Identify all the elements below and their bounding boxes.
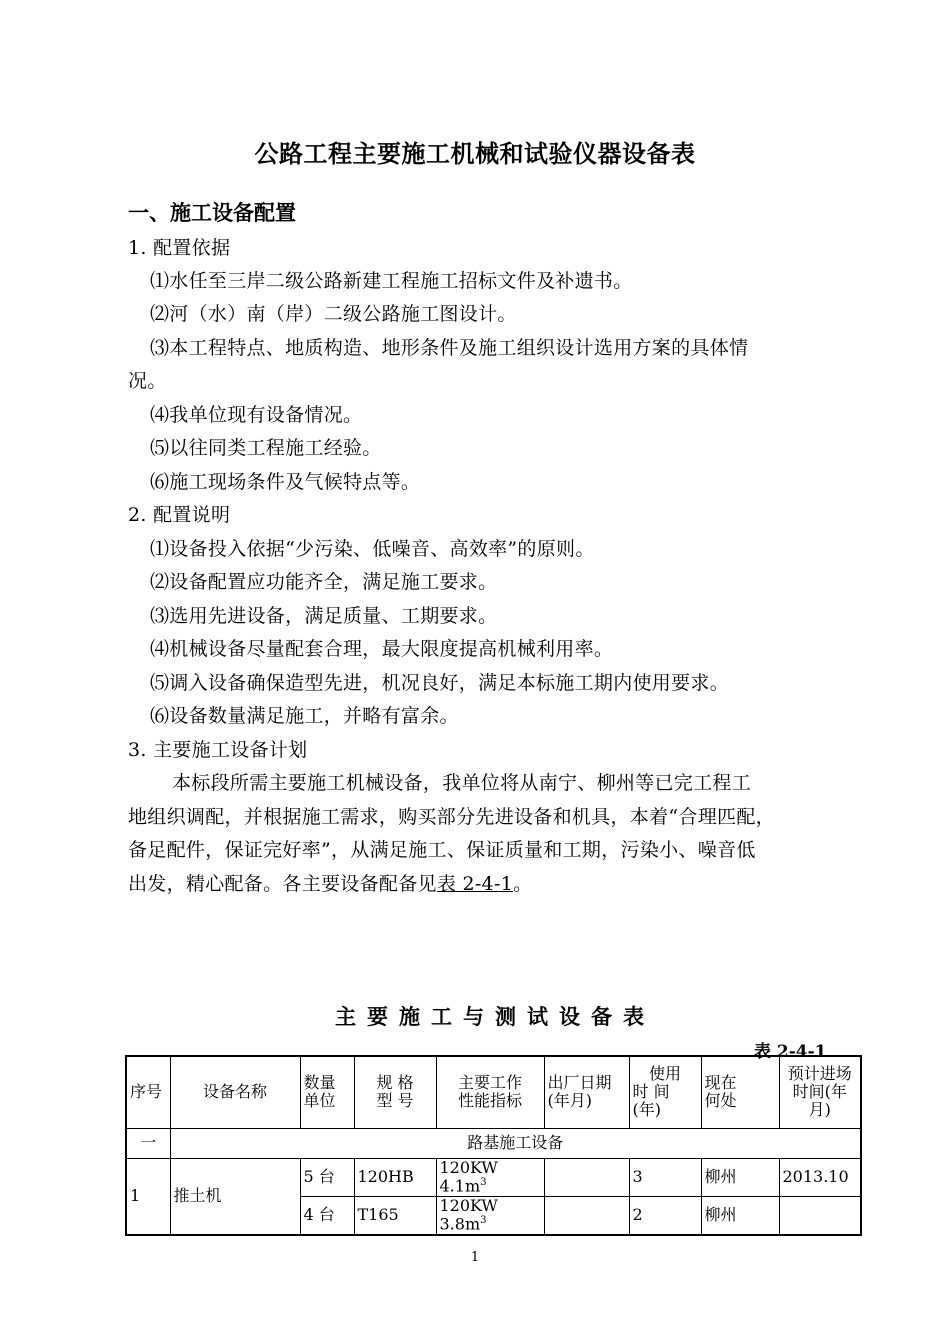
header-location: 现在 何处 [701,1056,779,1128]
group-label: 路基施工设备 [170,1128,861,1158]
page-title: 公路工程主要施工机械和试验仪器设备表 [254,140,696,168]
header-date: 出厂日期 (年月) [544,1056,629,1128]
para-line-last [128,869,532,896]
para-line: ⑵河（水）南（岸）二级公路施工图设计。 [150,303,517,325]
para-line: ⑹施工现场条件及气候特点等。 [150,471,421,493]
group-no: 一 [126,1128,170,1158]
header-spec: 规 格 型 号 [354,1056,436,1128]
para-line: 2. 配置说明 [128,504,231,526]
cell-qty: 4 台 [300,1196,354,1235]
cell-use: 3 [629,1158,701,1196]
cell-plan: 2013.10 [779,1158,861,1196]
equipment-table [125,1055,862,1236]
page-number: 1 [470,1250,480,1265]
para-line: ⑹设备数量满足施工，并略有富余。 [150,705,459,727]
cell-use: 2 [629,1196,701,1235]
para-line: 备足配件，保证完好率”，从满足施工、保证质量和工期，污染小、噪音低 [128,839,756,861]
header-name: 设备名称 [170,1056,300,1128]
header-plan: 预计进场 时间(年月) [779,1056,861,1128]
para-line: ⑶本工程特点、地质构造、地形条件及施工组织设计选用方案的具体情 [150,337,749,359]
para-line: 本标段所需主要施工机械设备，我单位将从南宁、柳州等已完工程工 [172,772,752,794]
header-use: 使用 时 间 (年) [629,1056,701,1128]
item-name: 推土机 [170,1158,300,1235]
cell-location: 柳州 [701,1196,779,1235]
header-perf: 主要工作 性能指标 [436,1056,544,1128]
para-line: ⑴设备投入依据“少污染、低噪音、高效率”的原则。 [150,538,595,560]
para-line: 地组织调配，并根据施工需求，购买部分先进设备和机具，本着“合理匹配， [128,806,775,828]
para-line: ⑸调入设备确保造型先进，机况良好，满足本标施工期内使用要求。 [150,672,730,694]
para-line: 1. 配置依据 [128,237,231,259]
table-reference-link[interactable]: 表 2-4-1 [436,873,514,895]
cell-date [544,1196,629,1235]
section-heading: 一、施工设备配置 [128,201,296,225]
para-line: 况。 [128,370,167,392]
para-text-end: 。 [513,873,533,895]
cell-perf: 120KW $4.1m^3$ [436,1158,544,1196]
cell-spec: 120HB [354,1158,436,1196]
item-no: 1 [126,1158,170,1235]
para-text: 出发，精心配备。各主要设备配备见 [128,873,437,895]
table-row [126,1158,861,1196]
cell-location: 柳州 [701,1158,779,1196]
cell-perf: 120KW $3.8m^3$ [436,1196,544,1235]
header-no: 序号 [126,1056,170,1128]
table-number: 表 2-4-1 [754,1042,827,1062]
para-line: ⑷我单位现有设备情况。 [150,404,363,426]
cell-spec: T165 [354,1196,436,1235]
para-line: ⑵设备配置应功能齐全，满足施工要求。 [150,571,498,593]
table-title: 主要施工与测试设备表 [335,1005,655,1029]
cell-qty: 5 台 [300,1158,354,1196]
header-qty: 数量 单位 [300,1056,354,1128]
cell-date [544,1158,629,1196]
cell-plan [779,1196,861,1235]
para-line: ⑸以往同类工程施工经验。 [150,437,382,459]
para-line: ⑴水任至三岸二级公路新建工程施工招标文件及补遗书。 [150,270,633,292]
para-line: ⑶选用先进设备，满足质量、工期要求。 [150,605,498,627]
para-line: 3. 主要施工设备计划 [128,739,308,761]
para-line: ⑷机械设备尽量配套合理，最大限度提高机械利用率。 [150,638,614,660]
